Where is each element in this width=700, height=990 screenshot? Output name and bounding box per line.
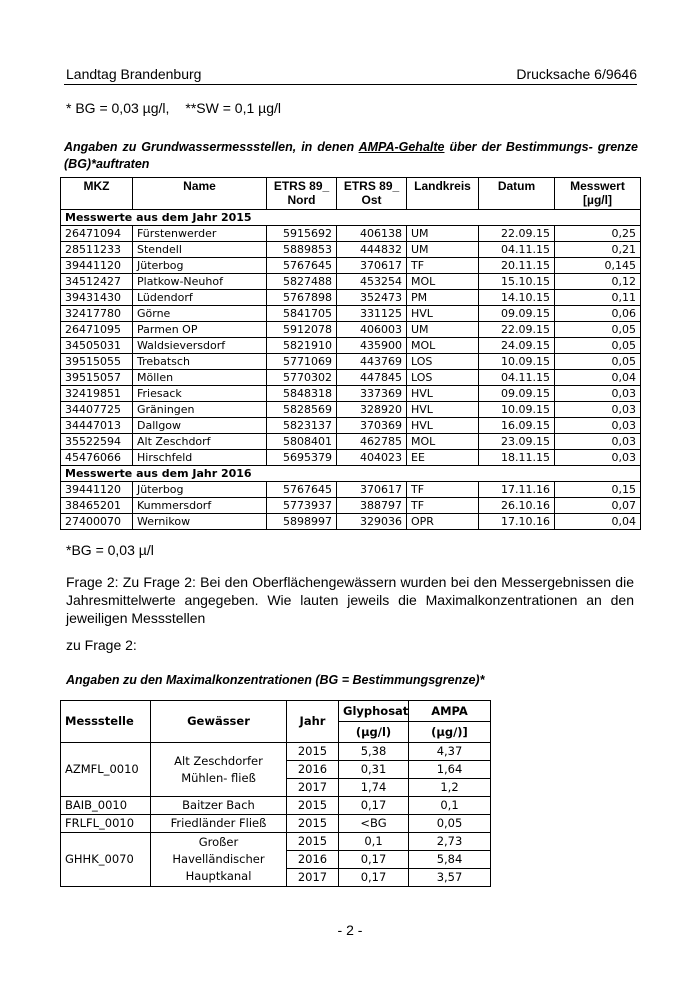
col-header-gewaesser: Gewässer [151,701,287,743]
cell-datum: 09.09.15 [479,306,555,322]
cell-messwert: 0,04 [555,370,641,386]
cell-datum: 14.10.15 [479,290,555,306]
cell-ost: 331125 [337,306,407,322]
cell-landkreis: OPR [407,514,479,530]
cell-datum: 20.11.15 [479,258,555,274]
answer-2-heading: zu Frage 2: [66,637,137,653]
cell-ost: 462785 [337,434,407,450]
col-header-ampa: AMPA [409,701,491,722]
max-concentration-table [60,700,491,887]
cell-messwert: 0,03 [555,418,641,434]
cell-messwert: 0,145 [555,258,641,274]
cell-mkz: 32417780 [61,306,133,322]
table-row [61,514,641,530]
cell-mkz: 34512427 [61,274,133,290]
caption1-part1: Angaben zu Grundwassermessstellen, in denen [64,140,359,154]
cell-glyphosat: 0,17 [339,797,409,815]
cell-jahr: 2016 [287,761,339,779]
table-row [61,242,641,258]
cell-jahr: 2015 [287,833,339,851]
col-header-datum: Datum [479,178,555,210]
cell-messstelle: AZMFL_0010 [61,743,151,797]
cell-messwert: 0,07 [555,498,641,514]
table-row [61,370,641,386]
cell-name: Gräningen [133,402,267,418]
cell-landkreis: HVL [407,306,479,322]
cell-mkz: 34447013 [61,418,133,434]
cell-landkreis: UM [407,322,479,338]
cell-landkreis: UM [407,226,479,242]
header-right: Drucksache 6/9646 [516,66,637,82]
cell-nord: 5848318 [267,386,337,402]
cell-nord: 5770302 [267,370,337,386]
cell-jahr: 2015 [287,797,339,815]
cell-name: Waldsieversdorf [133,338,267,354]
cell-name: Görne [133,306,267,322]
cell-nord: 5821910 [267,338,337,354]
cell-landkreis: MOL [407,274,479,290]
table-row [61,258,641,274]
ampa-unit: (µg/)] [409,722,491,743]
cell-name: Platkow-Neuhof [133,274,267,290]
cell-name: Jüterbog [133,258,267,274]
cell-name: Parmen OP [133,322,267,338]
cell-landkreis: LOS [407,370,479,386]
header-left: Landtag Brandenburg [66,66,202,82]
cell-ampa: 0,05 [409,815,491,833]
cell-ampa: 5,84 [409,851,491,869]
cell-ost: 370617 [337,482,407,498]
cell-name: Möllen [133,370,267,386]
table2-caption: Angaben zu den Maximalkonzentrationen (BG = Bestimmungsgrenze)* [66,673,485,687]
cell-ampa: 1,64 [409,761,491,779]
cell-messwert: 0,05 [555,322,641,338]
cell-ampa: 1,2 [409,779,491,797]
cell-nord: 5889853 [267,242,337,258]
table1-caption [64,139,638,173]
cell-nord: 5828569 [267,402,337,418]
col-header-landkreis: Landkreis [407,178,479,210]
cell-nord: 5823137 [267,418,337,434]
cell-mkz: 35522594 [61,434,133,450]
section-row-2016 [61,466,641,482]
cell-landkreis: MOL [407,434,479,450]
cell-ost: 444832 [337,242,407,258]
cell-ost: 447845 [337,370,407,386]
cell-jahr: 2016 [287,851,339,869]
table-row [61,743,491,761]
table-row [61,797,491,815]
sw-value: **SW = 0,1 µg/l [185,100,282,116]
cell-nord: 5808401 [267,434,337,450]
cell-glyphosat: 5,38 [339,743,409,761]
cell-mkz: 39441120 [61,258,133,274]
table-row [61,274,641,290]
cell-ost: 404023 [337,450,407,466]
cell-jahr: 2017 [287,779,339,797]
cell-jahr: 2015 [287,815,339,833]
section-label-2015: Messwerte aus dem Jahr 2015 [61,210,641,226]
cell-nord: 5841705 [267,306,337,322]
col-header-messwert: Messwert [µg/l] [555,178,641,210]
cell-mkz: 39431430 [61,290,133,306]
cell-messwert: 0,03 [555,386,641,402]
table-row [61,482,641,498]
cell-mkz: 28511233 [61,242,133,258]
table-row [61,402,641,418]
question-2-text: Frage 2: Zu Frage 2: Bei den Oberflächengewässern wurden bei den Messergebnissen die Jahresmittelwerte angegeben. Wie lauten jeweils die Maximalkonzentrationen an den jeweiligen Messstellen [66,574,634,626]
cell-gewaesser: Alt Zeschdorfer Mühlen- fließ [151,743,287,797]
cell-mkz: 27400070 [61,514,133,530]
cell-ost: 435900 [337,338,407,354]
cell-datum: 23.09.15 [479,434,555,450]
table-row [61,833,491,851]
caption1-part2: über der Bestimmungs- grenze (BG)*auftraten [64,140,639,171]
cell-landkreis: HVL [407,418,479,434]
cell-landkreis: HVL [407,402,479,418]
cell-name: Friesack [133,386,267,402]
cell-datum: 22.09.15 [479,322,555,338]
table-row [61,322,641,338]
cell-gewaesser: Baitzer Bach [151,797,287,815]
cell-messwert: 0,11 [555,290,641,306]
cell-ost: 388797 [337,498,407,514]
col-header-mkz: MKZ [61,178,133,210]
cell-mkz: 39441120 [61,482,133,498]
cell-datum: 17.10.16 [479,514,555,530]
bg-footnote: *BG = 0,03 µ/l [66,542,154,558]
col-header-name: Name [133,178,267,210]
cell-name: Wernikow [133,514,267,530]
cell-landkreis: EE [407,450,479,466]
cell-nord: 5912078 [267,322,337,338]
cell-datum: 04.11.15 [479,242,555,258]
cell-datum: 17.11.16 [479,482,555,498]
cell-nord: 5767898 [267,290,337,306]
cell-name: Kummersdorf [133,498,267,514]
glyphosat-unit: (µg/l) [339,722,409,743]
cell-name: Dallgow [133,418,267,434]
cell-mkz: 26471094 [61,226,133,242]
cell-gewaesser: Friedländer Fließ [151,815,287,833]
section-label-2016: Messwerte aus dem Jahr 2016 [61,466,641,482]
cell-mkz: 45476066 [61,450,133,466]
cell-datum: 10.09.15 [479,354,555,370]
cell-landkreis: TF [407,258,479,274]
table2-header-row [61,701,491,722]
cell-name: Jüterbog [133,482,267,498]
cell-ampa: 2,73 [409,833,491,851]
cell-name: Fürstenwerder [133,226,267,242]
cell-name: Trebatsch [133,354,267,370]
cell-datum: 09.09.15 [479,386,555,402]
cell-glyphosat: <BG [339,815,409,833]
cell-name: Lüdendorf [133,290,267,306]
cell-datum: 24.09.15 [479,338,555,354]
cell-nord: 5695379 [267,450,337,466]
cell-jahr: 2017 [287,869,339,887]
cell-messwert: 0,12 [555,274,641,290]
cell-name: Alt Zeschdorf [133,434,267,450]
cell-ost: 453254 [337,274,407,290]
cell-landkreis: PM [407,290,479,306]
cell-ampa: 3,57 [409,869,491,887]
caption1-underlined: AMPA-Gehalte [358,140,445,154]
cell-landkreis: HVL [407,386,479,402]
cell-messstelle: FRLFL_0010 [61,815,151,833]
cell-messwert: 0,04 [555,514,641,530]
cell-ost: 329036 [337,514,407,530]
cell-datum: 26.10.16 [479,498,555,514]
cell-nord: 5771069 [267,354,337,370]
cell-nord: 5767645 [267,482,337,498]
cell-datum: 04.11.15 [479,370,555,386]
cell-ost: 370617 [337,258,407,274]
table-row [61,815,491,833]
col-header-jahr: Jahr [287,701,339,743]
col-header-glyphosat: Glyphosat [339,701,409,722]
cell-datum: 15.10.15 [479,274,555,290]
cell-messwert: 0,25 [555,226,641,242]
cell-landkreis: MOL [407,338,479,354]
cell-landkreis: LOS [407,354,479,370]
cell-nord: 5898997 [267,514,337,530]
cell-messwert: 0,03 [555,402,641,418]
table-row [61,306,641,322]
cell-messwert: 0,05 [555,354,641,370]
cell-glyphosat: 0,31 [339,761,409,779]
table-row [61,498,641,514]
cell-landkreis: TF [407,482,479,498]
cell-nord: 5915692 [267,226,337,242]
cell-messwert: 0,03 [555,450,641,466]
cell-landkreis: TF [407,498,479,514]
header-divider [64,84,637,85]
col-header-messstelle: Messstelle [61,701,151,743]
groundwater-table [60,177,641,530]
table-row [61,386,641,402]
table-row [61,338,641,354]
cell-mkz: 26471095 [61,322,133,338]
table-row [61,434,641,450]
cell-name: Stendell [133,242,267,258]
cell-ost: 328920 [337,402,407,418]
cell-ost: 443769 [337,354,407,370]
cell-nord: 5767645 [267,258,337,274]
cell-messwert: 0,03 [555,434,641,450]
cell-mkz: 39515055 [61,354,133,370]
cell-messwert: 0,21 [555,242,641,258]
cell-datum: 22.09.15 [479,226,555,242]
cell-ost: 337369 [337,386,407,402]
section-row-2015 [61,210,641,226]
cell-ost: 406138 [337,226,407,242]
table-row [61,290,641,306]
cell-gewaesser: Großer Havelländischer Hauptkanal [151,833,287,887]
cell-glyphosat: 0,17 [339,851,409,869]
cell-glyphosat: 0,17 [339,869,409,887]
cell-mkz: 32419851 [61,386,133,402]
cell-glyphosat: 1,74 [339,779,409,797]
cell-mkz: 38465201 [61,498,133,514]
cell-messwert: 0,06 [555,306,641,322]
cell-ost: 370369 [337,418,407,434]
cell-nord: 5773937 [267,498,337,514]
cell-jahr: 2015 [287,743,339,761]
cell-messstelle: BAIB_0010 [61,797,151,815]
table1-header-row [61,178,641,210]
table-row [61,354,641,370]
cell-ost: 406003 [337,322,407,338]
col-header-nord: ETRS 89_ Nord [267,178,337,210]
cell-mkz: 34407725 [61,402,133,418]
cell-landkreis: UM [407,242,479,258]
cell-ampa: 4,37 [409,743,491,761]
bg-value: * BG = 0,03 µg/l, [66,100,170,116]
bg-note [66,100,281,116]
col-header-ost: ETRS 89_ Ost [337,178,407,210]
cell-mkz: 39515057 [61,370,133,386]
cell-datum: 10.09.15 [479,402,555,418]
table-row [61,450,641,466]
cell-messwert: 0,05 [555,338,641,354]
cell-mkz: 34505031 [61,338,133,354]
cell-nord: 5827488 [267,274,337,290]
cell-glyphosat: 0,1 [339,833,409,851]
cell-name: Hirschfeld [133,450,267,466]
cell-ampa: 0,1 [409,797,491,815]
cell-ost: 352473 [337,290,407,306]
cell-messstelle: GHHK_0070 [61,833,151,887]
cell-datum: 18.11.15 [479,450,555,466]
table-row [61,418,641,434]
table-row [61,226,641,242]
cell-messwert: 0,15 [555,482,641,498]
page-number: - 2 - [337,922,363,938]
cell-datum: 16.09.15 [479,418,555,434]
